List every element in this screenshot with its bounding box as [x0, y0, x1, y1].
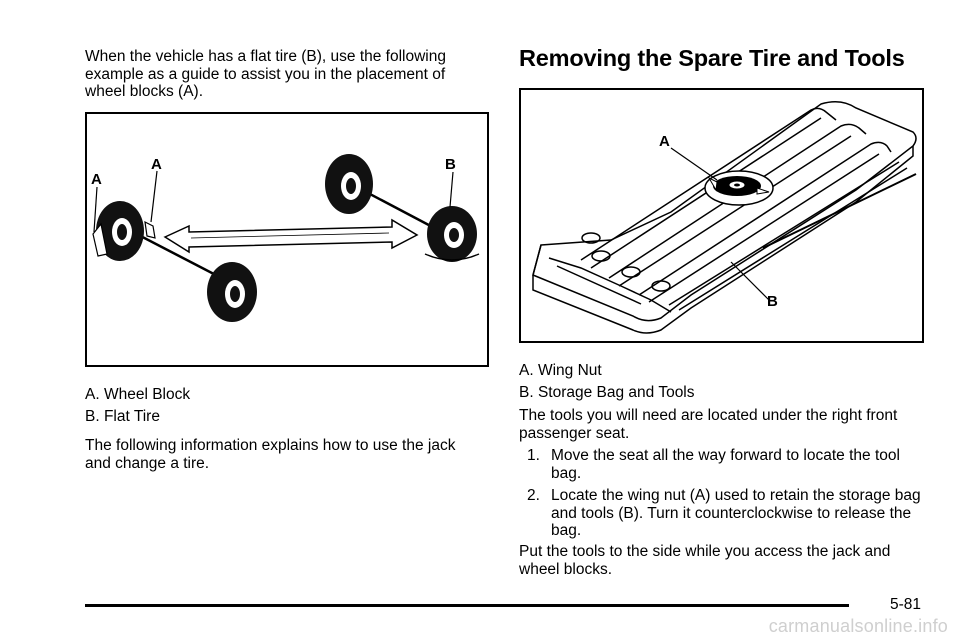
- footer-rule: [85, 604, 849, 607]
- tools-location-paragraph: The tools you will need are located under the right front passenger seat.: [519, 407, 898, 442]
- caption-a: A. Wing Nut: [519, 362, 602, 379]
- label-a: A: [659, 133, 670, 150]
- tools-captions: [519, 360, 695, 404]
- closing-paragraph: Put the tools to the side while you access the jack and wheel blocks.: [519, 543, 891, 578]
- tire-front-left: [325, 154, 373, 214]
- step-number: 1.: [527, 447, 540, 464]
- intro-paragraph: When the vehicle has a flat tire (B), use the following example as a guide to assist you in the placement of wheel blocks (A).: [85, 48, 446, 100]
- step-number: 2.: [527, 487, 540, 504]
- label-b: B: [767, 293, 778, 310]
- wheel-block-illustration: [87, 114, 487, 365]
- caption-a: A. Wheel Block: [85, 386, 191, 403]
- caption-b: B. Storage Bag and Tools: [519, 384, 695, 401]
- step-item: [519, 487, 924, 540]
- page-number: 5-81: [889, 596, 921, 613]
- caption-b: B. Flat Tire: [85, 408, 160, 425]
- storage-bag: [533, 102, 916, 333]
- wheel-block-captions: [85, 384, 190, 428]
- wing-nut: [705, 171, 773, 205]
- steps-list: [519, 447, 924, 545]
- wheel-block-figure: [85, 112, 489, 367]
- tire-flat: [425, 206, 479, 262]
- label-b: B: [445, 156, 456, 173]
- spare-tire-tools-figure: [519, 88, 924, 343]
- tool-bag-illustration: [521, 90, 922, 341]
- step-text: Locate the wing nut (A) used to retain the storage bag and tools (B). Turn it counterclockwise to release the bag.: [551, 487, 921, 539]
- watermark: carmanualsonline.info: [768, 616, 948, 636]
- section-heading: Removing the Spare Tire and Tools: [519, 45, 905, 71]
- tire-rear-right: [207, 262, 257, 322]
- label-a-right: A: [151, 156, 162, 173]
- double-arrow: [165, 220, 417, 252]
- step-item: [519, 447, 924, 482]
- wheel-block-rear: [145, 222, 155, 238]
- label-a-left: A: [91, 171, 102, 188]
- jack-info-paragraph: The following information explains how to use the jack and change a tire.: [85, 437, 456, 472]
- step-text: Move the seat all the way forward to locate the tool bag.: [551, 447, 900, 482]
